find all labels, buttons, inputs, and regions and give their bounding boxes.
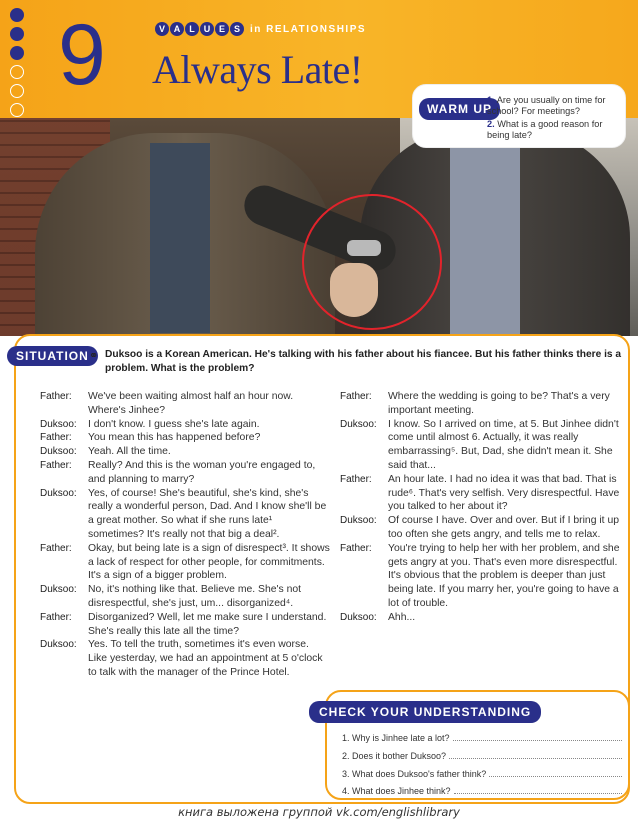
dialogue-line [340,514,625,542]
unit-number: 9 [58,7,106,103]
progress-dot-empty [10,84,24,98]
check-question-text: 4. What does Jinhee think? [342,786,451,796]
check-question [342,751,622,761]
answer-line[interactable] [489,769,622,777]
speaker: Duksoo: [340,515,377,527]
progress-dot-filled [10,27,24,41]
dialogue-line [40,390,330,418]
series-letter: V [155,22,169,36]
utterance: Of course I have. Over and over. But if I bring it up too often she gets angry, and tells me to relax. [388,515,620,540]
dialogue-line [340,390,625,418]
utterance: I don't know. I guess she's late again. [88,418,260,430]
dialogue-line [340,611,625,625]
utterance: Where the wedding is going to be? That's a very important meeting. [388,391,610,416]
warm-up-question [447,119,623,141]
speaker: Father: [40,432,72,444]
progress-dot-filled [10,8,24,22]
utterance: Yes. To tell the truth, sometimes it's even worse. Like yesterday, we had an appointment at 5 o'clock to talk with the manager of the Prince Hotel. [88,639,323,678]
dialogue-line [40,445,330,459]
dialogue-line [340,542,625,611]
question-number: 2. [487,119,495,129]
speaker: Duksoo: [40,418,77,430]
dialogue-line [340,473,625,514]
dialogue-line [40,431,330,445]
check-question [342,786,622,796]
situation-intro: Duksoo is a Korean American. He's talking with his father about his fiancee. But his father thinks there is a problem. What is the problem? [105,349,622,374]
utterance: Okay, but being late is a sign of disrespect³. It shows a lack of respect for other people, for commitments. It's a sign of a bigger problem. [88,542,330,582]
utterance: Yes, of course! She's beautiful, she's kind, she's really a wonderful person, Dad. And I know she'll be a great mother. So what if she runs late¹ sometimes? It's really not that big a deal². [88,487,327,540]
dialogue-line [40,459,330,487]
warm-up-question [487,95,623,117]
footer-credit: книга выложена группой vk.com/englishlibrary [178,805,460,819]
dialogue-right-column [340,390,625,625]
warm-up-label: WARM UP [419,98,500,120]
dialogue-line [40,583,330,611]
question-number: 1. [487,95,495,105]
series-subtitle: in RELATIONSHIPS [250,23,367,35]
series-label [155,22,366,36]
dialogue-line [340,418,625,473]
check-question-text: 1. Why is Jinhee late a lot? [342,733,450,743]
speaker: Duksoo: [340,611,377,623]
utterance: I know. So I arrived on time, at 5. But Jinhee didn't come until almost 6. Actually, it was really embarrassing⁵. But, Dad, she didn't mean it. She said that... [388,418,619,471]
speaker: Duksoo: [40,487,77,499]
series-letter: U [200,22,214,36]
question-text: What is a good reason for being late? [487,119,603,140]
illustration-photo [0,118,638,336]
series-letter: A [170,22,184,36]
progress-dot-empty [10,65,24,79]
utterance: Disorganized? Well, let me make sure I understand. She's really this late all the time? [88,611,327,637]
dialogue-line [40,611,330,639]
highlight-circle [302,194,442,330]
question-text: Are you usually on time for school? For meetings? [487,95,606,116]
check-question [342,733,622,743]
progress-dots [10,8,26,122]
series-letter: S [230,22,244,36]
series-letter: E [215,22,229,36]
speaker: Father: [340,473,372,485]
speaker: Duksoo: [40,639,77,651]
situation-label: SITUATION [7,346,98,366]
utterance: Ahh... [388,611,416,623]
dialogue-line [40,638,330,679]
progress-dot-filled [10,46,24,60]
series-letter: L [185,22,199,36]
answer-line[interactable] [454,786,622,794]
utterance: Yeah. All the time. [88,446,171,458]
father-shirt [150,143,210,333]
progress-dot-empty [10,103,24,117]
check-question-text: 3. What does Duksoo's father think? [342,769,487,779]
headphones-icon: ⚭ [89,350,99,362]
utterance: No, it's nothing like that. Believe me. She's not disrespectful, she's just, um... disorganized⁴. [88,584,302,609]
speaker: Father: [40,459,72,471]
speaker: Father: [40,611,72,623]
check-question-text: 2. Does it bother Duksoo? [342,751,447,761]
series-word [155,22,244,36]
speaker: Duksoo: [340,418,377,430]
answer-line[interactable] [449,751,622,759]
speaker: Father: [340,542,372,554]
check-question [342,769,622,779]
dialogue-left-column [40,390,330,680]
dialogue-line [40,542,330,583]
son-shirt [450,138,520,336]
utterance: You mean this has happened before? [88,432,261,444]
speaker: Duksoo: [40,584,77,596]
page-title: Always Late! [152,47,363,92]
speaker: Father: [40,542,72,554]
speaker: Father: [40,391,72,402]
answer-line[interactable] [453,733,622,741]
utterance: You're trying to help her with her problem, and she gets angry at you. That's even more disrespectful. It's obvious that the problem is deeper than just being late. If you marry her, you're going to have a lot of trouble. [388,542,620,609]
warm-up-box [412,84,626,148]
utterance: Really? And this is the woman you're engaged to, and planning to marry? [88,459,316,485]
check-understanding-label: CHECK YOUR UNDERSTANDING [309,701,541,723]
utterance: An hour late. I had no idea it was that bad. That is rude⁶. That's very selfish. Very disrespectful. Have you talked to her about it? [388,473,620,513]
dialogue-line [40,487,330,542]
speaker: Father: [340,391,372,402]
utterance: We've been waiting almost half an hour now. Where's Jinhee? [88,391,294,416]
dialogue-line [40,418,330,432]
speaker: Duksoo: [40,446,77,458]
